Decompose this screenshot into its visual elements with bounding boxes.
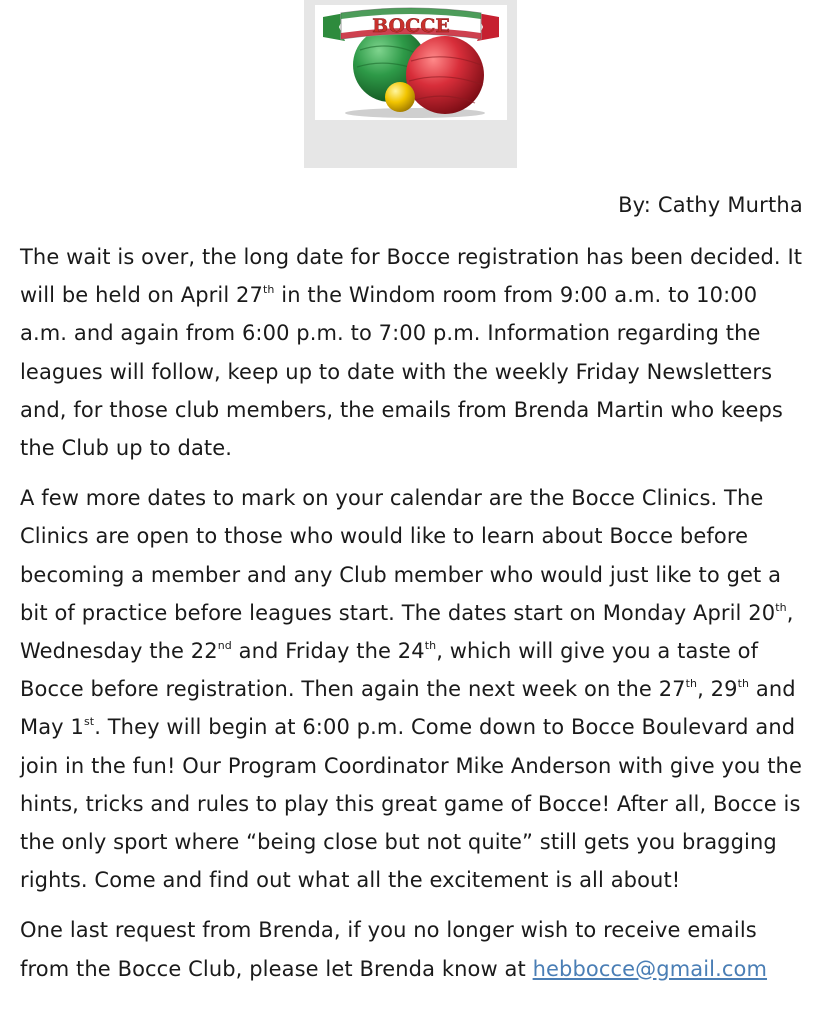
- article-body: [20, 238, 810, 1000]
- text-segment: and May 1: [20, 677, 796, 740]
- ordinal-suffix: st: [83, 715, 95, 729]
- ordinal-suffix: nd: [217, 639, 232, 653]
- logo-card: [315, 5, 507, 120]
- text-segment: , which will give you a taste of Bocce before registration. Then again the next week on the 27: [20, 639, 759, 702]
- paragraph-email-request: [20, 911, 810, 987]
- text-segment: . They will begin at 6:00 p.m. Come down to Bocce Boulevard and join in the fun! Our Program Coordinator Mike Anderson with give you the hints, tricks and rules to play this great game of Bocce! After all, Bocce is the only sport where “being close but not quite” still gets you bragging rights. Come and find out what all the excitement is all about!: [20, 715, 802, 893]
- yellow-pallino-icon: [385, 82, 415, 112]
- text-segment: , 29: [697, 677, 738, 702]
- text-segment: in the Windom room from 9:00 a.m. to 10:00 a.m. and again from 6:00 p.m. to 7:00 p.m. Information regarding the leagues will follow, keep up to date with the weekly Friday Newsletters and, for those club members, the emails from Brenda Martin who keeps the Club up to date.: [20, 283, 783, 461]
- paragraph-clinics: [20, 479, 810, 899]
- byline: By: Cathy Murtha: [618, 193, 803, 217]
- ordinal-suffix: th: [737, 677, 750, 691]
- text-segment: One last request from Brenda, if you no longer wish to receive emails from the Bocce Club, please let Brenda know at: [20, 918, 757, 981]
- email-link[interactable]: hebbocce@gmail.com: [532, 956, 768, 981]
- ordinal-suffix: th: [685, 677, 698, 691]
- text-segment: and Friday the 24: [231, 639, 425, 664]
- ordinal-suffix: th: [262, 283, 275, 297]
- text-segment: The wait is over, the long date for Bocce registration has been decided. It will be held on April 27: [20, 245, 803, 308]
- logo-frame: [304, 0, 517, 168]
- bocce-balls-logo: [315, 5, 507, 120]
- logo-banner-text: BOCCE: [372, 15, 450, 37]
- ground-shadow: [345, 108, 485, 118]
- ordinal-suffix: th: [424, 639, 437, 653]
- ordinal-suffix: th: [775, 600, 787, 614]
- text-segment: A few more dates to mark on your calendar are the Bocce Clinics. The Clinics are open to those who would like to learn about Bocce before becoming a member and any Club member who would just like to get a bit of practice before leagues start. The dates start on Monday April 20: [20, 486, 782, 625]
- text-segment: , Wednesday the 22: [20, 600, 794, 664]
- paragraph-registration: [20, 238, 810, 467]
